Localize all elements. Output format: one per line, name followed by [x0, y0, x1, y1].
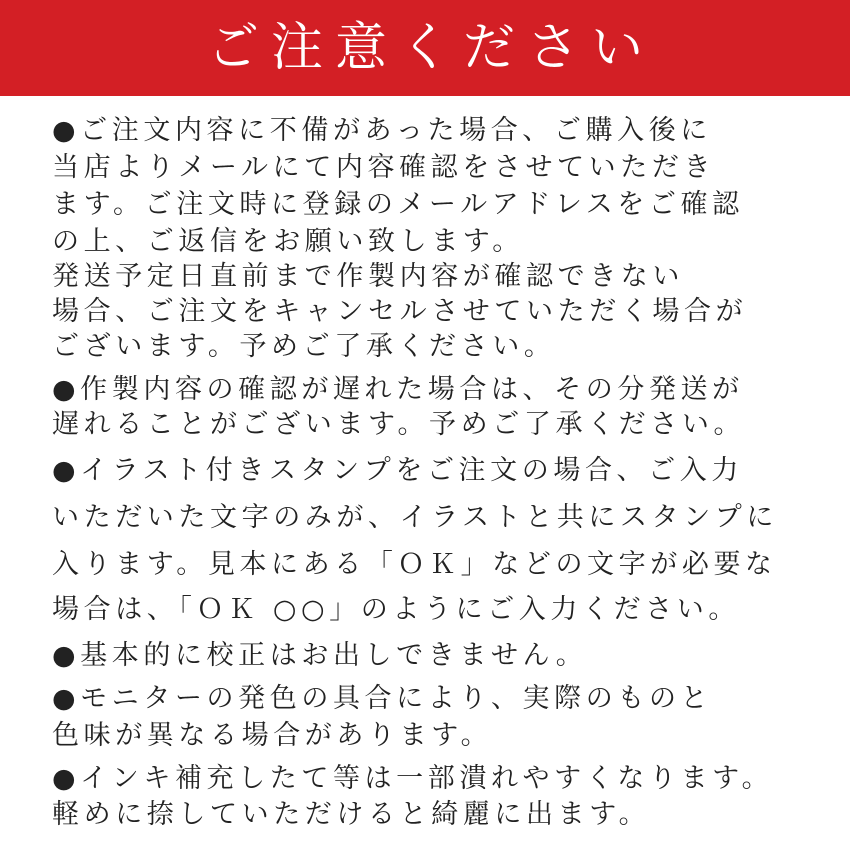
- note-1-line-6: 場合、ご注文をキャンセルさせていただく場合が: [52, 296, 748, 327]
- note-1-line-3: ます。ご注文時に登録のメールアドレスをご確認: [52, 189, 744, 220]
- note-5-line-1: ●モニターの発色の具合により、実際のものと: [52, 683, 713, 714]
- note-1-line-2: 当店よりメールにて内容確認をさせていただき: [52, 152, 716, 183]
- note-6-line-1: ●インキ補充したて等は一部潰れやすくなります。: [52, 763, 774, 794]
- note-1-line-4: の上、ご返信をお願い致します。: [52, 226, 524, 257]
- note-3-line-4: 場合は、「ＯＫ ○○」のようにご入力ください。: [52, 594, 740, 625]
- note-6-line-2: 軽めに捺していただけると綺麗に出ます。: [52, 799, 651, 830]
- note-2-line-2: 遅れることがございます。予めご了承ください。: [52, 409, 746, 440]
- note-5-line-2: 色味が異なる場合があります。: [52, 720, 493, 751]
- note-3-line-1: ●イラスト付きスタンプをご注文の場合、ご入力: [52, 455, 743, 486]
- note-3-line-3: 入ります。見本にある「ＯＫ」などの文字が必要な: [52, 549, 777, 580]
- note-1-line-7: ございます。予めご了承ください。: [52, 331, 556, 362]
- note-2-line-1: ●作製内容の確認が遅れた場合は、その分発送が: [52, 374, 744, 405]
- title-banner: [0, 0, 850, 96]
- note-4-line-1: ●基本的に校正はお出しできません。: [52, 640, 588, 671]
- page-title: ご注意ください: [206, 18, 655, 78]
- note-1-line-1: ●ご注文内容に不備があった場合、ご購入後に: [52, 115, 712, 146]
- note-3-line-2: いただいた文字のみが、イラストと共にスタンプに: [52, 502, 778, 533]
- note-1-line-5: 発送予定日直前まで作製内容が確認できない: [52, 261, 684, 292]
